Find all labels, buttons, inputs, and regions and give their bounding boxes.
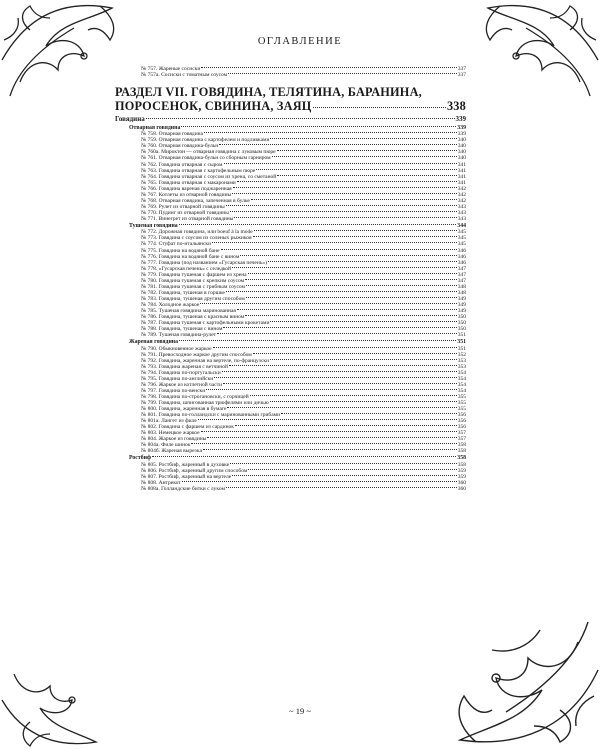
dot-leader — [277, 175, 457, 176]
dot-leader — [253, 353, 457, 354]
toc-entry-title: № 769. Рулет из отварной говядины — [141, 203, 225, 210]
toc-entry-title: № 793. Говядина жареная с ветчиной — [141, 363, 228, 370]
toc-entry-title: № 791. Превосходное жаркое другим способом — [141, 351, 252, 358]
dot-leader — [203, 449, 457, 450]
toc-entry-page: 351 — [457, 332, 466, 339]
dot-leader — [233, 187, 457, 188]
toc-entry-page: 358 — [457, 455, 466, 462]
toc-entry-title: № 767. Котлеты из отварной говядины — [141, 191, 232, 198]
toc-entry-page: 353 — [457, 357, 466, 364]
toc-entry-page: 356 — [457, 418, 466, 425]
dot-leader — [217, 333, 457, 334]
toc-entry-title: № 768. Отварная говядина, запеченная в булке — [141, 197, 250, 204]
dot-leader — [204, 132, 457, 133]
toc-entry-title: № 797. Говядина по-венски — [141, 387, 206, 394]
toc-entry-title: № 808. Антрекот — [141, 480, 181, 487]
dot-leader — [234, 217, 456, 218]
toc-entry-title: № 763. Говядина отварная с картофельным пюре — [141, 167, 256, 174]
dot-leader — [207, 437, 456, 438]
dot-leader — [272, 156, 457, 157]
dot-leader — [182, 481, 457, 482]
toc-entry-page: 341 — [457, 179, 466, 186]
dot-leader — [235, 425, 457, 426]
toc-entry-page: 346 — [457, 247, 466, 254]
dot-leader — [227, 407, 456, 408]
toc-entry-title: № 764. Говядина отварная с соусом из хрена, со сметаной — [141, 173, 277, 180]
dot-leader — [246, 285, 457, 286]
dot-leader — [179, 224, 457, 225]
toc-entry-title: № 775. Говядина на водяной бане — [141, 247, 220, 254]
toc-entry-title: № 804б. Жареная вырезка — [141, 448, 202, 455]
dot-leader — [232, 475, 457, 476]
toc-entry-title: № 805. Ростбиф, жаренный в духовке — [141, 461, 230, 468]
toc-entry-page: 343 — [457, 209, 466, 216]
toc-entry-page: 347 — [457, 265, 466, 272]
toc-heading — [115, 115, 466, 124]
dot-leader — [201, 67, 456, 68]
toc-entry-page: 358 — [457, 461, 466, 468]
toc-entry-page: 346 — [457, 253, 466, 260]
corner-ornament-top-right — [470, 0, 600, 110]
dot-leader — [152, 456, 456, 457]
toc-entry-page: 351 — [457, 345, 466, 352]
toc-entry-page: 347 — [457, 277, 466, 284]
toc-entry-title: № 796. Жаркое из котлетной части — [141, 381, 223, 388]
toc-entry-title: № 772. Дорожная говядина, или boeuf à la mode — [141, 229, 253, 236]
toc-entry-page: 341 — [457, 173, 466, 180]
dot-leader — [245, 279, 457, 280]
toc-entry-title: № 803. Немецкое жаркое — [141, 430, 200, 437]
dot-leader — [251, 199, 457, 200]
toc-entry-title: № 787. Говядина тушеная с картофельными крокетами — [141, 320, 270, 327]
toc-entry-title: № 760а. Мироктон — отварная говядина с луковым пюре — [141, 149, 276, 156]
toc-entry-title: № 788. Говядина, тушеная с вином — [141, 326, 223, 333]
dot-leader — [246, 297, 457, 298]
toc-entry-page: 348 — [457, 289, 466, 296]
toc-entry-page: 351 — [457, 339, 466, 346]
toc-entry-page: 356 — [457, 412, 466, 419]
toc-entry-title: Ростбиф — [129, 455, 151, 462]
toc-entry-title: № 802. Говядина с фаршем из сардинок — [141, 424, 234, 431]
toc-entry-title: № 758. Отварная говядина — [141, 131, 204, 138]
corner-ornament-top-left — [0, 0, 130, 110]
dot-leader — [226, 205, 457, 206]
toc-entry — [115, 332, 466, 338]
toc-entry-page: 342 — [457, 197, 466, 204]
toc-entry-page: 342 — [457, 185, 466, 192]
dot-leader — [206, 389, 457, 390]
toc-entry-title: № 801а. Лангет из филе — [141, 418, 197, 425]
toc-entry-title: № 774. Стуфат по-итальянски — [141, 241, 212, 248]
toc-entry-page: 355 — [457, 406, 466, 413]
toc-entry-page: 339 — [457, 131, 466, 138]
toc-entry-title: № 794. Говядина по-португальски — [141, 369, 221, 376]
dot-leader — [237, 309, 457, 310]
toc-entry-page: 349 — [457, 301, 466, 308]
dot-leader — [226, 487, 457, 488]
section-page-number: 338 — [446, 98, 466, 113]
toc-entry-page: 354 — [457, 375, 466, 382]
toc-entry-page: 340 — [457, 143, 466, 150]
dot-leader — [179, 340, 456, 341]
toc-entry-page: 349 — [457, 295, 466, 302]
dot-leader — [223, 383, 457, 384]
toc-entry-title: № 766. Говядина вареная поджаренная — [141, 185, 232, 192]
toc-entry-page: 355 — [457, 394, 466, 401]
toc-entry — [115, 72, 466, 78]
dot-leader — [237, 181, 457, 182]
toc-entry-page: 354 — [457, 387, 466, 394]
dot-leader — [200, 303, 456, 304]
dot-leader — [254, 230, 457, 231]
dot-leader — [191, 443, 456, 444]
toc-entry-page: 346 — [457, 259, 466, 266]
toc-entry-title: № 784. Холодное жаркое — [141, 301, 200, 308]
toc-entry-page: 360 — [457, 486, 466, 493]
toc-entry-page: 345 — [457, 241, 466, 248]
toc-entry — [115, 448, 466, 454]
dot-leader — [232, 193, 457, 194]
toc-entry-page: 340 — [457, 137, 466, 144]
toc-entry-page: 345 — [457, 229, 466, 236]
dot-leader — [268, 261, 457, 262]
toc-entry-page: 347 — [457, 271, 466, 278]
dot-leader — [223, 327, 456, 328]
toc-entry-page: 343 — [457, 203, 466, 210]
toc-entry-page: 357 — [457, 430, 466, 437]
dot-leader — [228, 73, 457, 74]
toc-entry-title: № 789. Тушеная говядина-рулет — [141, 332, 217, 339]
dot-leader — [248, 469, 456, 470]
toc-entry-title: № 773. Говядина с соусом из соленых рыжиков — [141, 235, 252, 242]
dot-leader — [230, 211, 457, 212]
dot-leader — [201, 431, 457, 432]
dot-leader — [248, 273, 457, 274]
dot-leader — [146, 118, 455, 119]
toc-entry-title: № 781. Говядина тушеная с грибным соусом — [141, 283, 246, 290]
toc-entry-title: № 782. Говядина, тушеная в горшке — [141, 289, 225, 296]
dot-leader — [198, 419, 457, 420]
toc-entry-title: № 807. Ростбиф, жаренный на вертеле — [141, 473, 232, 480]
toc-entry-title: № 804а. Филе шинок — [141, 442, 191, 449]
toc-entry-page: 359 — [457, 473, 466, 480]
dot-leader — [253, 236, 457, 237]
toc-entry-title: Тушеная говядина — [129, 222, 178, 229]
toc-entry-page: 348 — [457, 283, 466, 290]
toc-section-entries — [115, 115, 466, 492]
toc-entry-title: № 804. Жаркое из говядины — [141, 436, 207, 443]
section-heading-line-2: ПОРОСЕНОК, СВИНИНА, ЗАЯЦ — [115, 98, 312, 113]
toc-entry-page: 341 — [457, 161, 466, 168]
toc-entry-page: 339 — [457, 124, 466, 131]
dot-leader — [270, 401, 457, 402]
toc-entry-title: № 795. Говядина по-английски — [141, 375, 214, 382]
toc-entry-page: 340 — [457, 149, 466, 156]
toc-entry-page: 343 — [457, 215, 466, 222]
table-of-contents — [115, 66, 466, 492]
toc-entry-title: № 757а. Сосиски с томатным соусом — [141, 72, 228, 79]
dot-leader — [219, 144, 457, 145]
toc-entry-title: № 771. Винегрет из отварной говядины — [141, 215, 234, 222]
dot-leader — [226, 291, 457, 292]
toc-entry-title: № 808а. Голландские битки с луком — [141, 486, 225, 493]
toc-entry-page: 360 — [457, 480, 466, 487]
dot-leader — [230, 463, 457, 464]
toc-entry-title: № 757. Жареные сосиски — [141, 66, 201, 72]
toc-entry-page: 342 — [457, 191, 466, 198]
toc-entry-title: № 806. Ростбиф, жаренный другим способом — [141, 467, 248, 474]
toc-entry-title: Жареная говядина — [129, 339, 179, 346]
dot-leader — [245, 315, 456, 316]
toc-entry — [115, 486, 466, 492]
dot-leader — [270, 359, 457, 360]
toc-entry-page: 357 — [457, 436, 466, 443]
toc-entry-page: 354 — [457, 369, 466, 376]
dot-leader — [281, 413, 457, 414]
dot-leader — [270, 138, 456, 139]
section-heading — [115, 86, 466, 113]
toc-entry-title: № 783. Говядина, тушеная другим способом — [141, 295, 245, 302]
toc-entry-title: № 770. Пудинг из отварной говядины — [141, 209, 229, 216]
toc-entry-title: № 761. Отварная говядина-бульи со сборным гарниром — [141, 155, 271, 162]
dot-leader — [277, 150, 457, 151]
toc-entry-title: № 785. Тушеная говядина маринованная — [141, 308, 236, 314]
toc-preceding-entries — [115, 66, 466, 78]
toc-entry-page: 354 — [457, 381, 466, 388]
toc-entry-title: № 778. «Гусарская печень» с селедкой — [141, 265, 231, 272]
toc-entry-title: № 801. Говядина по-голландски с маринованными грибами — [141, 412, 281, 419]
toc-entry-title: № 765. Говядина отварная с макаронами — [141, 179, 236, 186]
toc-entry-title: № 800. Говядина, жаренная в бумаге — [141, 406, 227, 413]
toc-entry-page: 356 — [457, 424, 466, 431]
dot-leader — [221, 249, 457, 250]
page-number-footer: ~ 19 ~ — [289, 706, 311, 716]
toc-entry-title: № 780. Говядина тушеная с крепким соусом — [141, 277, 245, 284]
toc-entry-page: 358 — [457, 448, 466, 455]
toc-entry-title: № 779. Говядина тушеная с фаршем из хрена — [141, 271, 247, 278]
dot-leader — [181, 126, 456, 127]
toc-entry-title: № 759. Отварная говядина с картофелем и подливками — [141, 137, 270, 144]
toc-entry-page: 337 — [457, 66, 466, 72]
section-heading-line-1: РАЗДЕЛ VII. ГОВЯДИНА, ТЕЛЯТИНА, БАРАНИНА, — [115, 85, 422, 100]
dot-leader — [222, 371, 457, 372]
toc-entry-title: № 798. Говядина по-строгановски, с горчицей — [141, 394, 249, 401]
toc-entry-page: 350 — [457, 326, 466, 333]
toc-entry-page: 350 — [457, 320, 466, 327]
toc-entry-page: 345 — [457, 235, 466, 242]
toc-entry-title: № 777. Говядина (под названием «Гусарская печень») — [141, 259, 267, 266]
toc-entry-page: 350 — [457, 314, 466, 321]
toc-entry-title: № 786. Говядина, тушеная с красным вином — [141, 314, 245, 321]
toc-entry-title: № 790. Обыкновенное жаркое — [141, 345, 212, 352]
dot-leader — [232, 267, 457, 268]
toc-entry-page: 340 — [457, 155, 466, 162]
toc-entry-page: 341 — [457, 167, 466, 174]
corner-ornament-bottom-left — [0, 650, 110, 750]
dot-leader — [213, 347, 457, 348]
toc-entry-title: Отварная говядина — [129, 124, 181, 131]
dot-leader — [250, 395, 457, 396]
toc-entry-page: 339 — [455, 115, 466, 124]
corner-ornament-bottom-right — [450, 600, 600, 750]
toc-entry-page: 358 — [457, 442, 466, 449]
toc-entry-title: № 799. Говядина, шпигованная трюфелями или дичью — [141, 400, 269, 407]
dot-leader — [270, 321, 456, 322]
toc-entry-page: 337 — [457, 72, 466, 79]
dot-leader — [240, 255, 456, 256]
toc-entry-title: Говядина — [115, 115, 145, 124]
toc-entry-page: 353 — [457, 363, 466, 370]
toc-entry-page: 344 — [457, 222, 466, 229]
section-heading-line-2-row — [115, 100, 466, 114]
dot-leader — [229, 365, 457, 366]
toc-entry-page: 359 — [457, 467, 466, 474]
dot-leader — [212, 242, 457, 243]
toc-entry-page: 355 — [457, 400, 466, 407]
toc-entry-title: № 776. Говядина на водяной бане с вином — [141, 253, 240, 260]
dot-leader — [313, 107, 446, 108]
toc-entry-page: 352 — [457, 351, 466, 358]
toc-entry-title: № 762. Говядина отварная с сыром — [141, 161, 223, 168]
page-header-title: ОГЛАВЛЕНИЕ — [257, 36, 343, 47]
dot-leader — [214, 377, 457, 378]
toc-entry-title: № 792. Говядина, жаренная на вертеле, по-французски — [141, 357, 270, 364]
toc-entry-title: № 760. Отварная говядина-бульи — [141, 143, 219, 150]
toc-entry — [115, 216, 466, 222]
dot-leader — [256, 169, 456, 170]
dot-leader — [224, 163, 457, 164]
toc-entry-page: 349 — [457, 308, 466, 314]
